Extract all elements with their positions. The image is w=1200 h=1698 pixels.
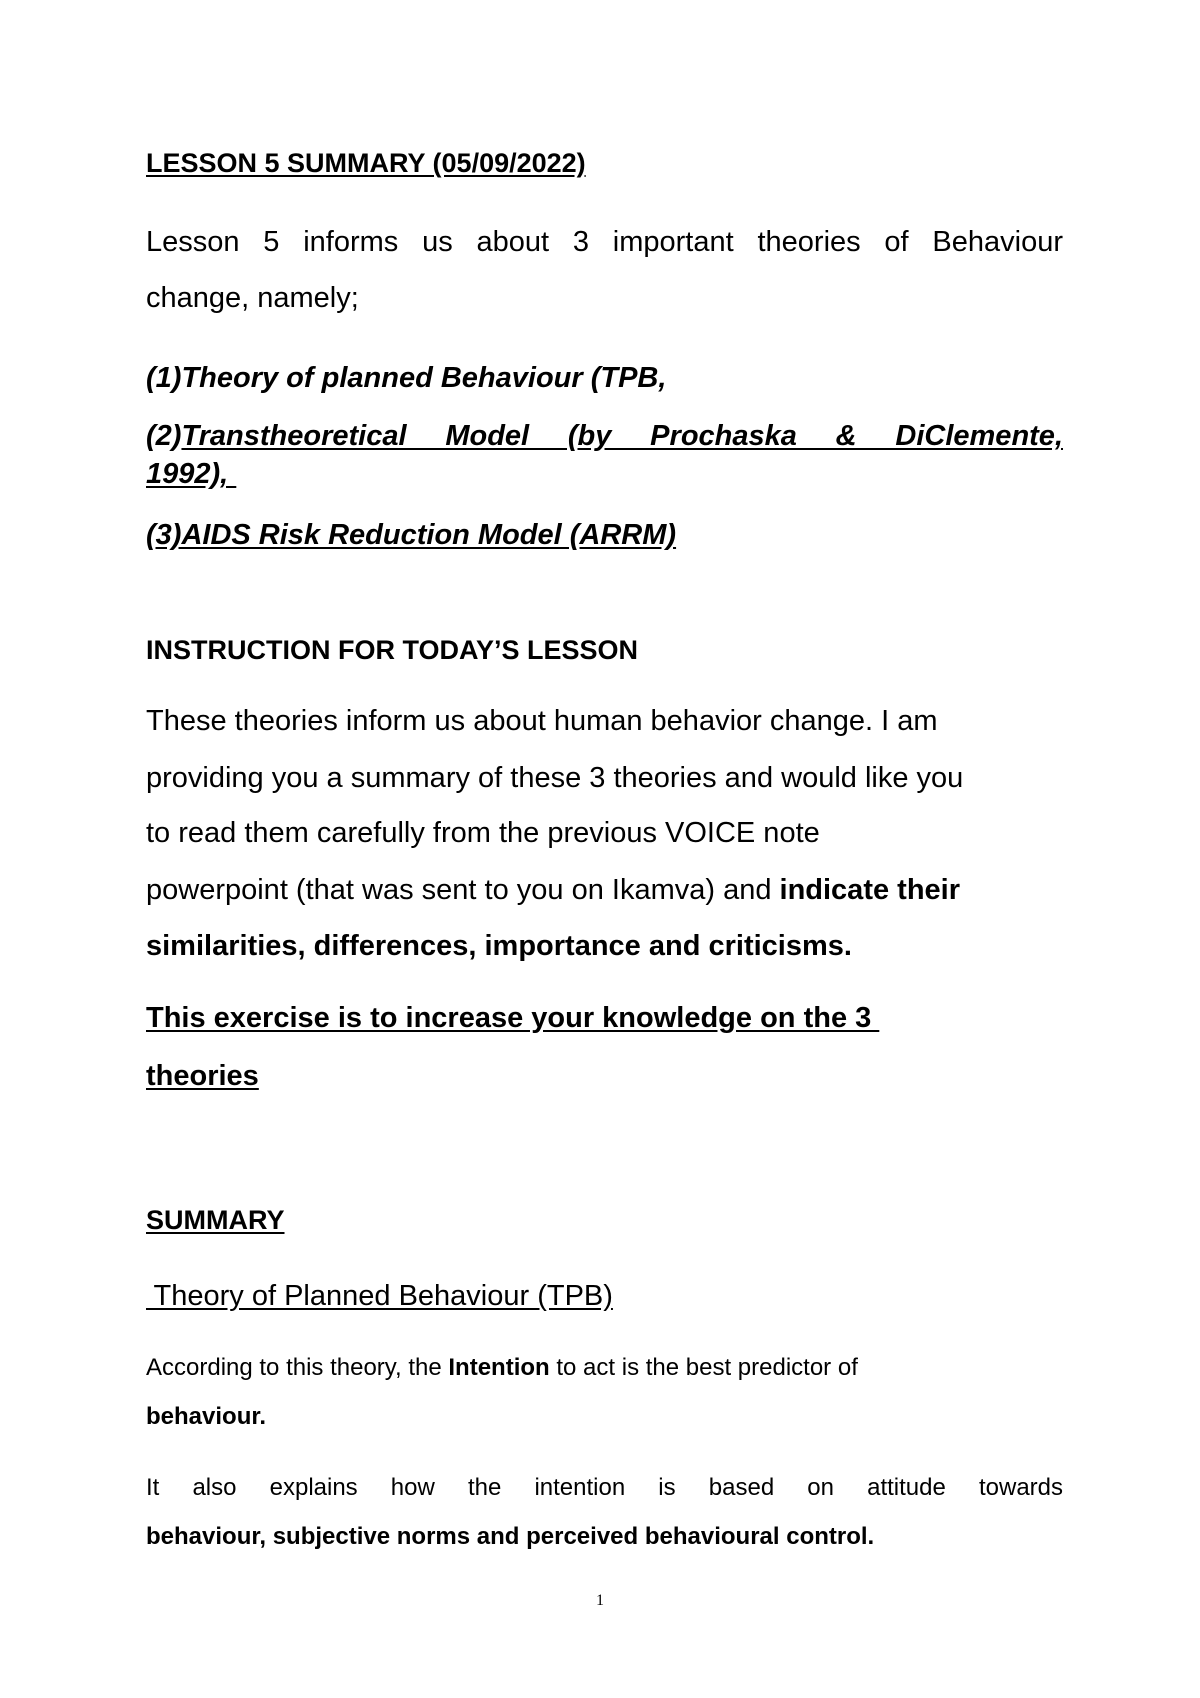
summary-text: According to this theory, the [146, 1354, 449, 1381]
theory-item-2 [146, 422, 1063, 451]
intro-line: change, namely; [146, 282, 359, 314]
instruction-line: to read them carefully from the previous VOICE note [146, 817, 820, 849]
page-title: LESSON 5 SUMMARY (05/09/2022) [146, 148, 586, 178]
summary-text: to act is the best predictor of [549, 1354, 858, 1381]
summary-heading: SUMMARY [146, 1205, 285, 1235]
instruction-text: powerpoint (that was sent to you on Ikamva) and [146, 874, 780, 906]
page-number: 1 [596, 1592, 604, 1609]
instruction-line: providing you a summary of these 3 theories and would like you [146, 762, 964, 794]
summary-emphasis: behaviour, subjective norms and perceived behavioural control. [146, 1523, 875, 1550]
theory-item-3: (3)AIDS Risk Reduction Model (ARRM) [146, 519, 677, 551]
theory-item-2-number: (2) [146, 420, 182, 452]
intro-line: Lesson 5 informs us about 3 important theories of Behaviour [146, 226, 1063, 258]
summary-emphasis: Intention [448, 1354, 550, 1381]
theory-item-2-text: Transtheoretical Model (by Prochaska & DiClemente, [181, 420, 1063, 452]
theory-item-2-cont: 1992), [146, 458, 237, 490]
instruction-emphasis: similarities, differences, importance and criticisms. [146, 930, 852, 962]
summary-paragraph: It also explains how the intention is based on attitude towards [146, 1474, 1063, 1501]
summary-emphasis: behaviour. [146, 1403, 267, 1430]
summary-paragraph [146, 1356, 858, 1380]
summary-subheading: Theory of Planned Behaviour (TPB) [146, 1280, 613, 1312]
exercise-note: theories [146, 1060, 259, 1092]
instruction-heading: INSTRUCTION FOR TODAY’S LESSON [146, 635, 639, 665]
instruction-emphasis: indicate their [779, 874, 961, 906]
exercise-note: This exercise is to increase your knowledge on the 3 [146, 1002, 880, 1034]
instruction-line: These theories inform us about human behavior change. I am [146, 705, 938, 737]
instruction-line [146, 876, 960, 905]
theory-item-1: (1)Theory of planned Behaviour (TPB, [146, 362, 667, 394]
